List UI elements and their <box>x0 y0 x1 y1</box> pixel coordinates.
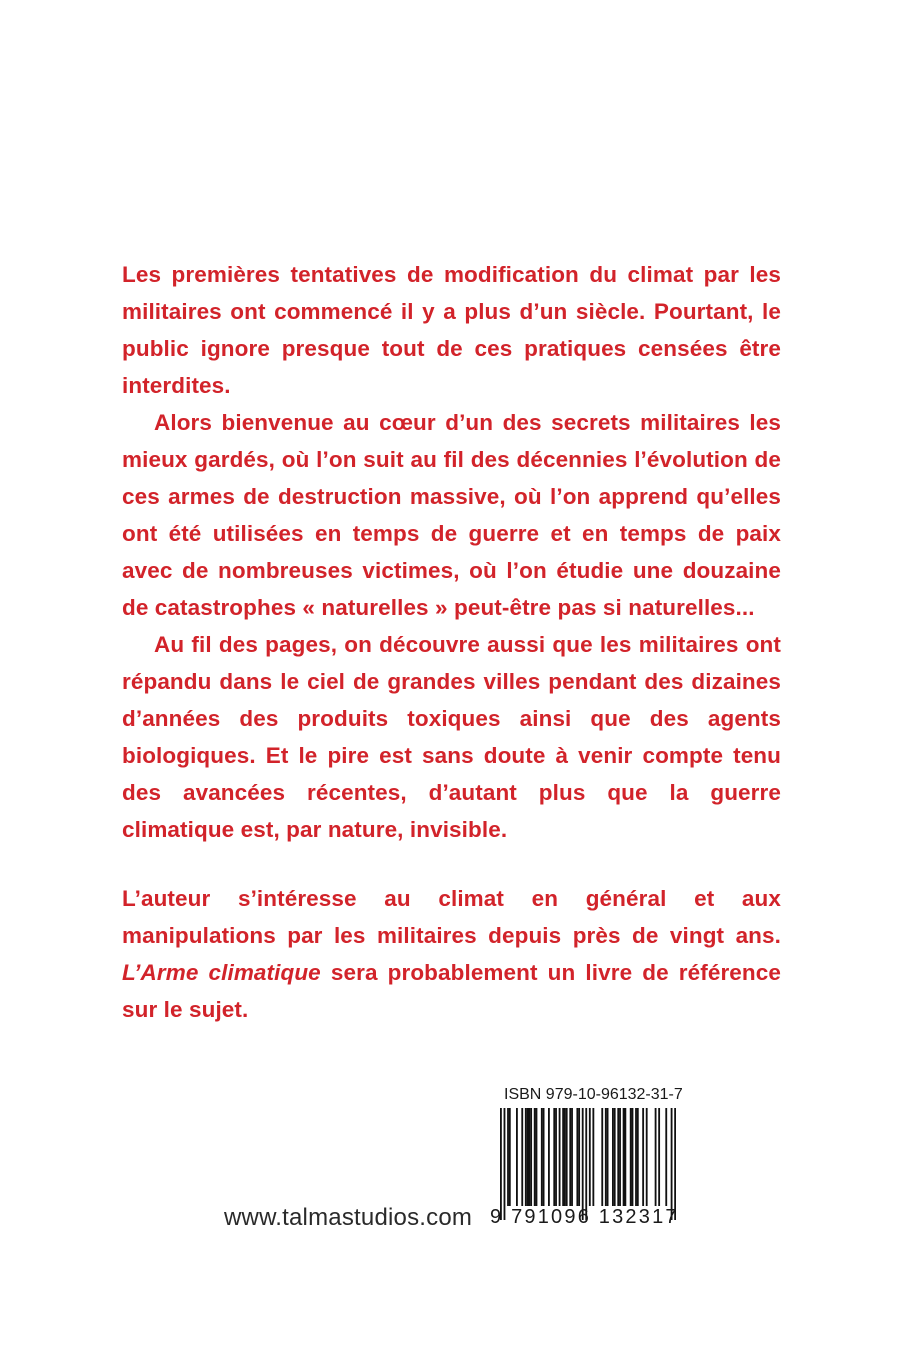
author-bio <box>122 880 781 1028</box>
author-bio-text-after: sera probablement un livre de référence sur le sujet. <box>122 960 781 1022</box>
isbn-label: ISBN 979-10-96132-31-7 <box>504 1086 683 1103</box>
back-cover-blurb <box>122 256 781 848</box>
book-title: L’Arme climatique <box>122 960 321 985</box>
author-bio-text-before: L’auteur s’intéresse au climat en général et aux manipulations par les militaires depuis près de vingt ans. <box>122 886 781 948</box>
blurb-paragraph-3: Au fil des pages, on découvre aussi que les militaires ont répandu dans le ciel de grandes villes pendant des dizaines d’années des produits toxiques ainsi que des agents biologiques. Et le pire est sans doute à venir compte tenu des avancées récentes, d’autant plus que la guerre climatique est, par nature, invisible. <box>122 632 781 842</box>
publisher-website: www.talmastudios.com <box>224 1204 473 1231</box>
blurb-paragraph-2: Alors bienvenue au cœur d’un des secrets militaires les mieux gardés, où l’on suit au fil des décennies l’évolution de ces armes de destruction massive, où l’on apprend qu’elles ont été utilisées en temps de guerre et en temps de paix avec de nombreuses victimes, où l’on étudie une douzaine de catastrophes « naturelles » peut-être pas si naturelles... <box>122 410 781 620</box>
author-bio-paragraph <box>122 880 781 1028</box>
barcode-digits: 9 791096 132317 <box>490 1206 679 1228</box>
barcode-icon <box>500 1108 676 1220</box>
blurb-paragraph-1: Les premières tentatives de modification du climat par les militaires ont commencé il y a plus d’un siècle. Pourtant, le public ignore presque tout de ces pratiques censées être interdites. <box>122 262 781 398</box>
